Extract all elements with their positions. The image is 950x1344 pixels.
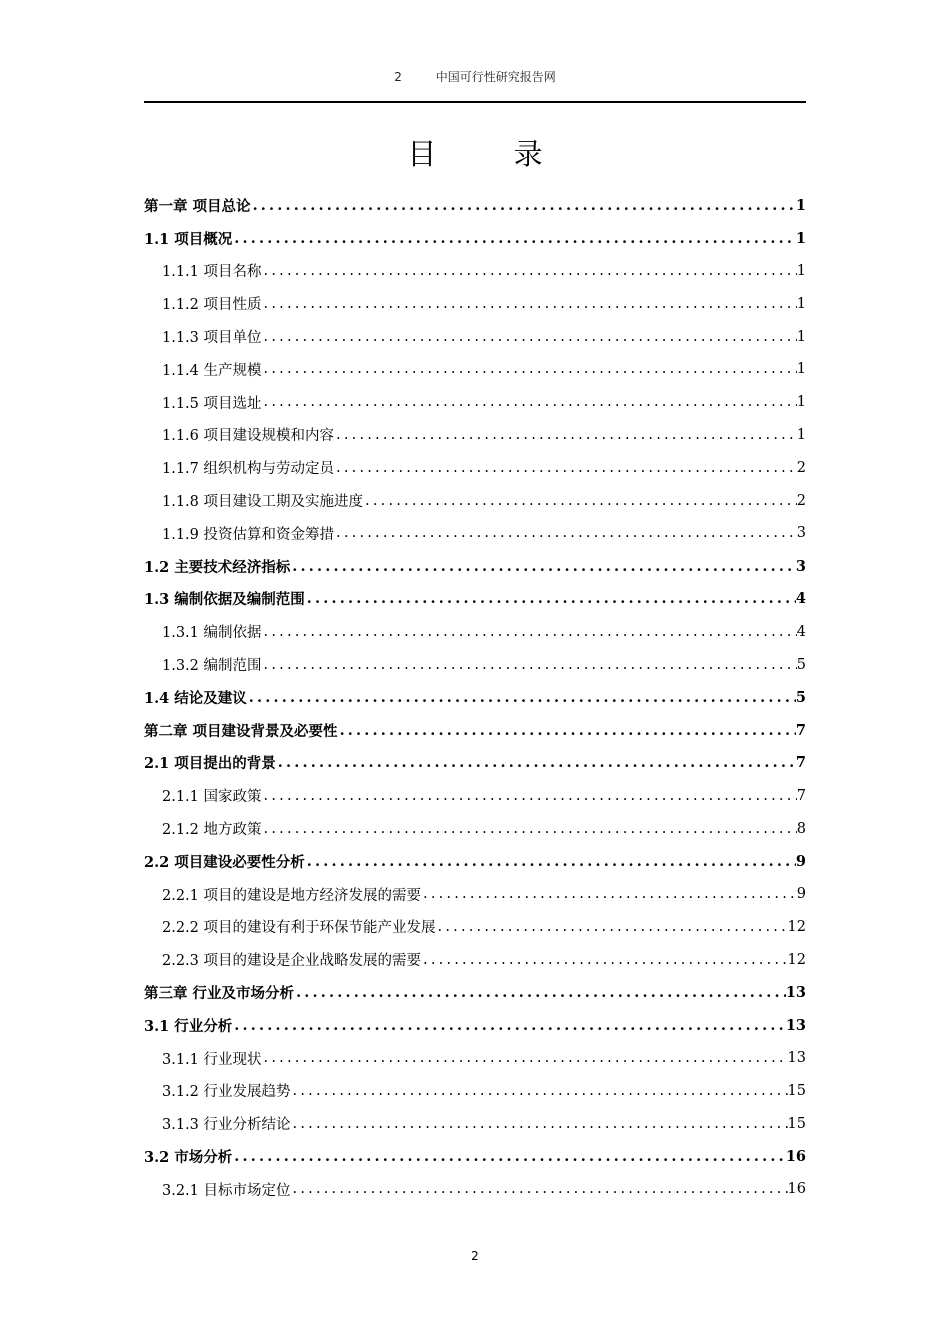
toc-leader-dots [334, 525, 797, 541]
toc-entry[interactable] [144, 714, 806, 747]
toc-entry-page: 13 [787, 1050, 806, 1067]
toc-entry[interactable] [144, 747, 806, 780]
toc-entry-page: 5 [795, 688, 806, 706]
toc-entry[interactable] [144, 779, 806, 812]
toc-entry-page: 16 [787, 1181, 806, 1198]
toc-leader-dots [436, 919, 788, 935]
toc-entry[interactable] [144, 1075, 806, 1108]
toc-entry[interactable] [144, 222, 806, 255]
toc-entry-page: 8 [796, 820, 806, 837]
toc-leader-dots [232, 1017, 786, 1034]
toc-leader-dots [262, 1050, 788, 1066]
toc-entry[interactable] [144, 943, 806, 976]
toc-entry[interactable] [144, 386, 806, 419]
toc-leader-dots [232, 230, 796, 247]
table-of-contents [144, 189, 806, 1206]
toc-entry-page: 4 [796, 623, 806, 640]
toc-entry-label: 1.1.4 生产规模 [162, 362, 262, 379]
toc-leader-dots [262, 263, 797, 279]
toc-entry-page: 1 [795, 196, 806, 214]
toc-entry[interactable] [144, 878, 806, 911]
toc-entry[interactable] [144, 1042, 806, 1075]
toc-leader-dots [276, 754, 796, 771]
toc-entry-page: 12 [787, 951, 806, 968]
toc-leader-dots [363, 493, 797, 509]
toc-entry[interactable] [144, 484, 806, 517]
toc-entry-label: 3.1.1 行业现状 [162, 1051, 262, 1068]
toc-entry-label: 3.1.2 行业发展趋势 [162, 1084, 291, 1101]
toc-entry-label: 1.1.1 项目名称 [162, 264, 262, 281]
toc-entry-label: 3.1.3 行业分析结论 [162, 1117, 291, 1134]
toc-entry-label: 1.1.8 项目建设工期及实施进度 [162, 494, 364, 511]
toc-entry-label: 3.1 行业分析 [144, 1017, 233, 1035]
toc-entry-label: 2.2.1 项目的建设是地方经济发展的需要 [162, 887, 422, 904]
toc-leader-dots [262, 821, 797, 837]
toc-leader-dots [291, 1083, 788, 1099]
toc-entry[interactable] [144, 320, 806, 353]
toc-entry-label: 1.1.9 投资估算和资金筹措 [162, 526, 335, 543]
toc-entry-page: 15 [787, 1115, 806, 1132]
toc-entry-page: 1 [796, 426, 806, 443]
toc-leader-dots [262, 296, 797, 312]
toc-entry[interactable] [144, 255, 806, 288]
toc-entry[interactable] [144, 1009, 806, 1042]
toc-leader-dots [291, 1116, 788, 1132]
toc-leader-dots [294, 984, 786, 1001]
toc-entry-page: 9 [796, 886, 806, 903]
toc-entry-page: 13 [785, 1016, 806, 1034]
toc-entry-label: 3.2.1 目标市场定位 [162, 1182, 291, 1199]
toc-entry-label: 1.1 项目概况 [144, 230, 233, 248]
toc-leader-dots [305, 590, 796, 607]
toc-leader-dots [290, 558, 796, 575]
toc-entry-page: 12 [787, 918, 806, 935]
toc-leader-dots [421, 952, 788, 968]
toc-entry-label: 1.1.6 项目建设规模和内容 [162, 428, 335, 445]
toc-entry-page: 9 [795, 852, 806, 870]
toc-entry-label: 2.1.1 国家政策 [162, 789, 262, 806]
toc-leader-dots [262, 361, 797, 377]
toc-entry-page: 1 [796, 295, 806, 312]
toc-entry-label: 1.1.2 项目性质 [162, 297, 262, 314]
toc-entry[interactable] [144, 583, 806, 616]
toc-entry-page: 3 [795, 557, 806, 575]
toc-entry-page: 7 [796, 787, 806, 804]
header-rule [144, 101, 806, 103]
page-header [144, 68, 806, 85]
toc-entry[interactable] [144, 419, 806, 452]
toc-entry-page: 7 [795, 721, 806, 739]
toc-leader-dots [338, 722, 796, 739]
toc-entry-label: 1.3 编制依据及编制范围 [144, 591, 305, 609]
header-site-name: 中国可行性研究报告网 [435, 70, 556, 84]
toc-leader-dots [334, 427, 797, 443]
toc-leader-dots [305, 853, 796, 870]
toc-entry-page: 13 [785, 984, 806, 1002]
toc-entry-page: 1 [796, 262, 806, 279]
toc-entry[interactable] [144, 845, 806, 878]
toc-leader-dots [262, 329, 797, 345]
toc-entry[interactable] [144, 517, 806, 550]
toc-entry-label: 2.1 项目提出的背景 [144, 755, 276, 773]
page-title: 目 录 [407, 137, 577, 171]
toc-entry-label: 3.2 市场分析 [144, 1149, 233, 1166]
toc-entry-page: 1 [796, 361, 806, 378]
toc-entry-page: 15 [787, 1082, 806, 1099]
toc-leader-dots [262, 624, 797, 640]
toc-entry-page: 5 [796, 656, 806, 673]
toc-entry-page: 2 [796, 459, 806, 476]
toc-leader-dots [247, 689, 796, 706]
toc-leader-dots [334, 460, 797, 476]
toc-entry-page: 1 [796, 328, 806, 345]
toc-leader-dots [262, 394, 797, 410]
toc-entry-page: 4 [795, 590, 806, 608]
toc-entry[interactable] [144, 911, 806, 944]
toc-entry-label: 第三章 行业及市场分析 [144, 985, 295, 1003]
toc-entry[interactable] [144, 1107, 806, 1140]
toc-leader-dots [262, 788, 797, 804]
toc-entry-label: 第一章 项目总论 [144, 197, 251, 215]
page-footer-number: 2 [471, 1249, 479, 1263]
toc-entry-label: 1.3.1 编制依据 [162, 625, 262, 642]
toc-entry[interactable] [144, 353, 806, 386]
toc-entry-label: 1.1.7 组织机构与劳动定员 [162, 461, 335, 478]
toc-leader-dots [262, 657, 797, 673]
toc-entry-label: 1.1.3 项目单位 [162, 330, 262, 347]
toc-entry[interactable] [144, 648, 806, 681]
toc-entry[interactable] [144, 1173, 806, 1206]
toc-entry[interactable] [144, 681, 806, 714]
toc-entry[interactable] [144, 1140, 806, 1173]
toc-leader-dots [251, 197, 796, 214]
toc-entry-label: 1.4 结论及建议 [144, 689, 247, 707]
toc-leader-dots [421, 886, 797, 902]
toc-entry-label: 2.1.2 地方政策 [162, 822, 262, 839]
toc-entry[interactable] [144, 976, 806, 1009]
toc-leader-dots [232, 1148, 786, 1165]
toc-entry-label: 1.1.5 项目选址 [162, 395, 262, 412]
toc-entry-label: 2.2 项目建设必要性分析 [144, 853, 305, 871]
toc-entry-page: 16 [785, 1148, 806, 1165]
header-page-number: 2 [394, 70, 402, 84]
toc-entry-page: 1 [795, 229, 806, 247]
toc-entry-page: 2 [796, 492, 806, 509]
toc-entry[interactable] [144, 189, 806, 222]
toc-entry-page: 7 [795, 754, 806, 772]
toc-entry[interactable] [144, 550, 806, 583]
toc-entry[interactable] [144, 812, 806, 845]
toc-entry[interactable] [144, 287, 806, 320]
toc-entry-label: 1.2 主要技术经济指标 [144, 558, 291, 576]
toc-entry-label: 2.2.3 项目的建设是企业战略发展的需要 [162, 953, 422, 970]
toc-entry-page: 3 [796, 525, 806, 542]
toc-entry-label: 2.2.2 项目的建设有利于环保节能产业发展 [162, 920, 436, 937]
toc-entry-label: 第二章 项目建设背景及必要性 [144, 722, 338, 740]
toc-entry-label: 1.3.2 编制范围 [162, 658, 262, 675]
toc-entry[interactable] [144, 451, 806, 484]
toc-entry-page: 1 [796, 394, 806, 411]
toc-leader-dots [291, 1181, 788, 1197]
toc-entry[interactable] [144, 615, 806, 648]
